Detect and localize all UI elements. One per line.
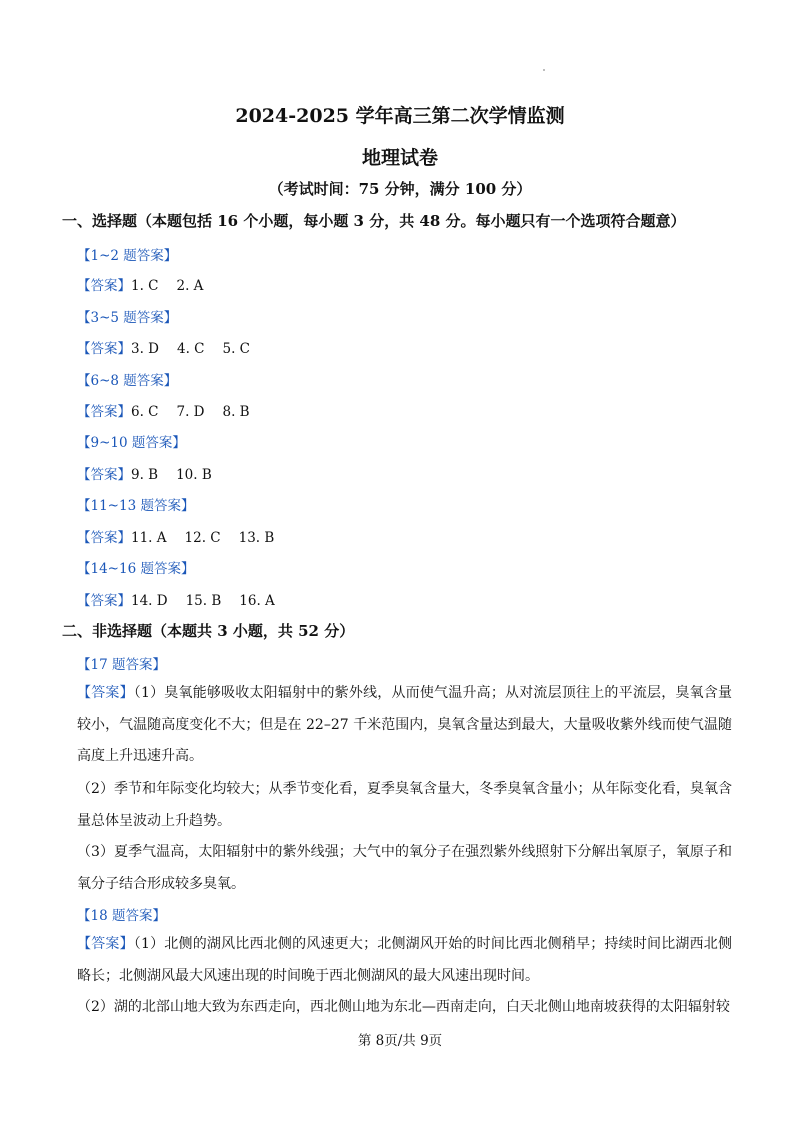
answer-item: 14. D [131,593,168,609]
answer-item: 12. C [184,530,221,546]
answer-tag: 【答案】 [77,467,131,483]
answer-item: 2. A [176,278,204,294]
subject-title: 地理试卷 [361,147,438,169]
q18-text-1: （1）北侧的湖风比西北侧的风速更大；北侧湖风开始的时间比西北侧稍早；持续时间比湖西北侧略长；北侧湖风最大风速出现的时间晚于西北侧湖风的最大风速出现时间。 [77,936,733,984]
answer-item: 11. A [131,530,167,546]
answer-tag: 【答案】 [77,530,131,546]
group-label: 【11~13 题答案】 [77,498,195,514]
group-label: 【3~5 题答案】 [77,310,178,326]
group-label: 【9~10 题答案】 [77,435,186,451]
answer-item: 7. D [176,404,205,420]
exam-title: 2024-2025 学年高三第二次学情监测 [235,105,565,127]
answer-item: 6. C [131,404,159,420]
page-footer: 第 8页/共 9页 [357,1033,443,1049]
q17-text-1: （1）臭氧能够吸收太阳辐射中的紫外线，从而使气温升高；从对流层顶往上的平流层，臭氧含量较小，气温随高度变化不大；但是在 22–27 千米范围内，臭氧含量达到最大，大量吸收紫外线而使气温随高度上升迅速升高。 [77,685,733,764]
scan-speck [543,69,545,71]
answer-line [77,274,221,294]
answer-item: 1. C [131,278,159,294]
answer-item: 13. B [238,530,275,546]
answer-item: 9. B [131,467,159,483]
q17-label: 【17 题答案】 [77,657,166,673]
q17-answer-1 [77,678,732,773]
answer-tag: 【答案】 [77,593,131,609]
answer-line [77,526,292,546]
answer-item: 10. B [176,467,212,483]
answer-item: 16. A [239,593,275,609]
answer-item: 5. C [222,341,251,357]
q18-answer-2: （2）湖的北部山地大致为东西走向，西北侧山地为东北—西南走向，白天北侧山地南坡获得的太阳辐射较 [77,999,730,1015]
q17-answer-3: （3）夏季气温高，太阳辐射中的紫外线强；大气中的氧分子在强烈紫外线照射下分解出氧原子，氧原子和氧分子结合形成较多臭氧。 [77,844,732,892]
exam-info: （考试时间：75 分钟，满分 100 分） [268,180,532,198]
answer-tag: 【答案】 [77,341,131,357]
answer-line [77,463,230,483]
group-label: 【1~2 题答案】 [77,248,178,264]
q18-answer-1 [77,929,732,992]
q18-label: 【18 题答案】 [77,908,166,924]
answer-tag: 【答案】 [77,936,134,952]
answer-line [77,337,268,357]
answer-line [77,400,268,420]
answer-tag: 【答案】 [77,404,131,420]
answer-line [77,589,293,609]
section2-heading: 二、非选择题（本题共 3 小题，共 52 分） [62,622,355,640]
answer-item: 15. B [185,593,222,609]
answer-item: 8. B [222,404,250,420]
answer-item: 3. D [131,341,159,357]
answer-tag: 【答案】 [77,685,134,701]
group-label: 【14~16 题答案】 [77,561,195,577]
answer-tag: 【答案】 [77,278,131,294]
q17-answer-2: （2）季节和年际变化均较大；从季节变化看，夏季臭氧含量大，冬季臭氧含量小；从年际变化看，臭氧含量总体呈波动上升趋势。 [77,781,732,829]
section1-heading: 一、选择题（本题包括 16 个小题，每小题 3 分，共 48 分。每小题只有一个选项符合题意） [62,212,686,230]
answer-item: 4. C [177,341,205,357]
group-label: 【6~8 题答案】 [77,373,178,389]
